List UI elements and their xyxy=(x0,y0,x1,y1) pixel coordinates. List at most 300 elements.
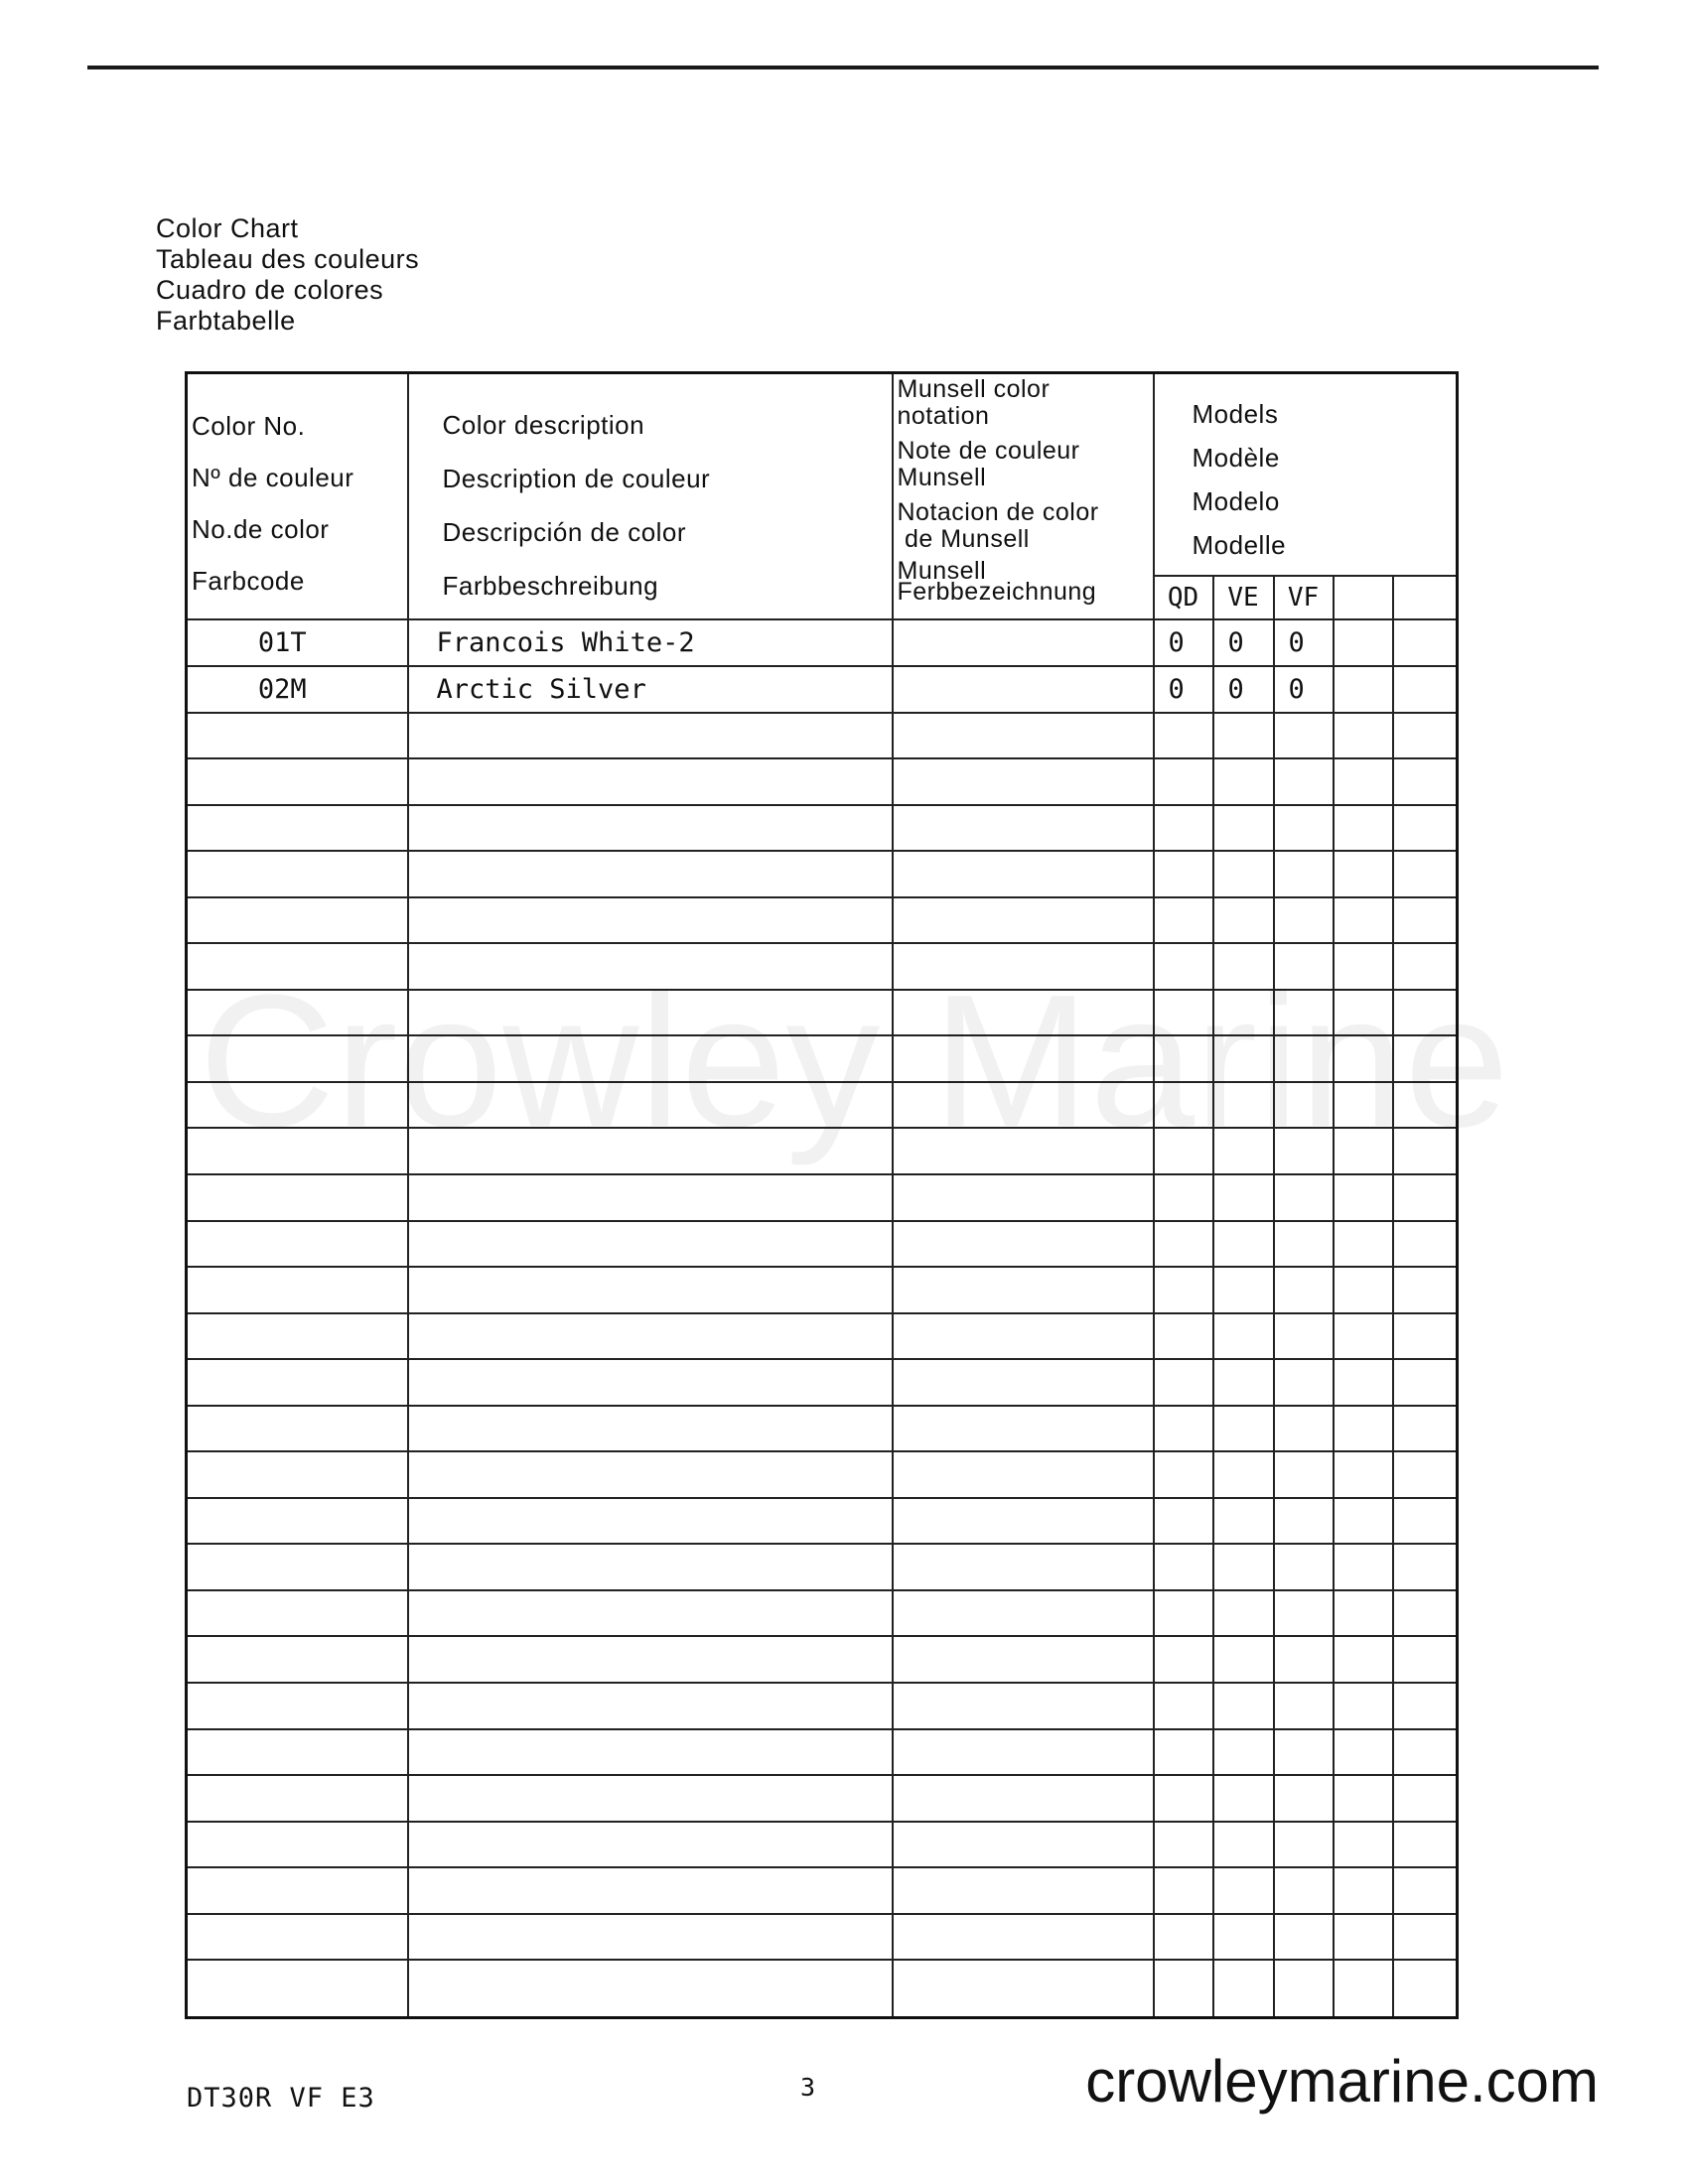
empty-cell xyxy=(1334,1498,1393,1545)
empty-cell xyxy=(1334,1822,1393,1868)
empty-table-row xyxy=(187,1174,1458,1221)
header-label: Nº de couleur xyxy=(192,463,354,492)
empty-table-row xyxy=(187,1683,1458,1729)
header-label: Color No. xyxy=(192,411,306,441)
color-code-cell: 01T xyxy=(187,619,408,666)
empty-cell xyxy=(1154,1267,1213,1313)
empty-table-row xyxy=(187,1313,1458,1360)
empty-cell xyxy=(1154,1683,1213,1729)
footer-model-code: DT30R VF E3 xyxy=(187,2083,375,2114)
header-label: Notacion de color xyxy=(897,498,1099,526)
empty-cell xyxy=(1334,758,1393,805)
empty-cell xyxy=(893,1221,1154,1268)
empty-cell xyxy=(408,1174,893,1221)
empty-cell xyxy=(408,1822,893,1868)
empty-cell xyxy=(187,1082,408,1129)
empty-cell xyxy=(1334,1035,1393,1082)
header-label: Color description xyxy=(442,410,645,440)
empty-cell xyxy=(1334,1867,1393,1914)
empty-cell xyxy=(1334,897,1393,944)
model-flag-cell xyxy=(1393,666,1458,713)
empty-cell xyxy=(1154,1359,1213,1406)
empty-table-row xyxy=(187,1359,1458,1406)
empty-cell xyxy=(408,1914,893,1961)
empty-cell xyxy=(187,1035,408,1082)
empty-cell xyxy=(1274,1683,1334,1729)
empty-cell xyxy=(1334,1683,1393,1729)
chart-title-block xyxy=(156,213,419,337)
header-label: Description de couleur xyxy=(442,464,711,493)
empty-cell xyxy=(1154,1128,1213,1174)
empty-cell xyxy=(893,990,1154,1036)
empty-cell xyxy=(1393,990,1458,1036)
empty-cell xyxy=(408,805,893,852)
model-code-empty xyxy=(1393,576,1458,619)
empty-cell xyxy=(1154,897,1213,944)
empty-cell xyxy=(1274,1960,1334,2017)
empty-cell xyxy=(187,1174,408,1221)
header-models xyxy=(1154,373,1458,576)
empty-cell xyxy=(1274,1082,1334,1129)
empty-cell xyxy=(408,1544,893,1590)
page-number: 3 xyxy=(800,2073,816,2102)
model-code-ve: VE xyxy=(1213,576,1274,619)
empty-cell xyxy=(1393,1590,1458,1637)
top-rule xyxy=(87,66,1599,69)
empty-cell xyxy=(1274,1544,1334,1590)
empty-cell xyxy=(1334,1406,1393,1452)
empty-cell xyxy=(1213,1035,1274,1082)
empty-cell xyxy=(1213,990,1274,1036)
empty-table-row xyxy=(187,1867,1458,1914)
empty-cell xyxy=(1154,1544,1213,1590)
empty-cell xyxy=(1393,1822,1458,1868)
empty-cell xyxy=(1393,1636,1458,1683)
empty-cell xyxy=(1213,1359,1274,1406)
empty-cell xyxy=(1213,851,1274,897)
empty-cell xyxy=(1274,1590,1334,1637)
empty-cell xyxy=(1154,1221,1213,1268)
model-flag-cell: 0 xyxy=(1274,619,1334,666)
munsell-cell xyxy=(893,666,1154,713)
empty-cell xyxy=(1334,805,1393,852)
empty-cell xyxy=(1393,1406,1458,1452)
table-row xyxy=(187,666,1458,713)
empty-cell xyxy=(893,1451,1154,1498)
empty-cell xyxy=(1334,713,1393,759)
empty-cell xyxy=(408,713,893,759)
empty-cell xyxy=(893,1867,1154,1914)
empty-cell xyxy=(1334,1267,1393,1313)
empty-cell xyxy=(187,897,408,944)
website-url: crowleymarine.com xyxy=(1085,2048,1599,2115)
color-chart-table xyxy=(185,371,1459,2019)
model-flag-cell: 0 xyxy=(1154,666,1213,713)
empty-cell xyxy=(1274,1451,1334,1498)
empty-cell xyxy=(1213,1082,1274,1129)
empty-cell xyxy=(893,1636,1154,1683)
empty-cell xyxy=(1213,1960,1274,2017)
empty-cell xyxy=(1274,1313,1334,1360)
header-label: Farbcode xyxy=(192,566,305,596)
empty-cell xyxy=(1154,1313,1213,1360)
color-description-cell: Francois White-2 xyxy=(408,619,893,666)
empty-cell xyxy=(1334,1221,1393,1268)
empty-cell xyxy=(1393,713,1458,759)
empty-cell xyxy=(1393,1683,1458,1729)
empty-cell xyxy=(1213,1636,1274,1683)
header-label: Munsell xyxy=(897,557,987,585)
empty-cell xyxy=(1393,897,1458,944)
empty-cell xyxy=(1154,713,1213,759)
empty-cell xyxy=(1154,1406,1213,1452)
header-color-no xyxy=(187,373,408,619)
empty-cell xyxy=(893,943,1154,990)
empty-table-row xyxy=(187,1082,1458,1129)
empty-cell xyxy=(1393,1498,1458,1545)
empty-cell xyxy=(1274,1822,1334,1868)
empty-cell xyxy=(1213,805,1274,852)
empty-cell xyxy=(1274,805,1334,852)
empty-table-row xyxy=(187,1221,1458,1268)
empty-table-row xyxy=(187,897,1458,944)
empty-cell xyxy=(1393,1544,1458,1590)
empty-table-row xyxy=(187,1775,1458,1822)
empty-cell xyxy=(1213,1406,1274,1452)
empty-cell xyxy=(1213,713,1274,759)
empty-cell xyxy=(1393,1267,1458,1313)
empty-cell xyxy=(1154,1822,1213,1868)
empty-cell xyxy=(893,1822,1154,1868)
model-flag-cell xyxy=(1393,619,1458,666)
empty-cell xyxy=(1213,758,1274,805)
empty-cell xyxy=(1334,1082,1393,1129)
empty-cell xyxy=(1274,1498,1334,1545)
empty-cell xyxy=(408,851,893,897)
empty-cell xyxy=(187,1822,408,1868)
empty-cell xyxy=(187,1636,408,1683)
empty-cell xyxy=(1154,1174,1213,1221)
empty-cell xyxy=(187,713,408,759)
empty-cell xyxy=(1213,1867,1274,1914)
table-row xyxy=(187,619,1458,666)
empty-cell xyxy=(1213,1544,1274,1590)
empty-cell xyxy=(187,1406,408,1452)
empty-cell xyxy=(1393,805,1458,852)
empty-cell xyxy=(408,1267,893,1313)
empty-cell xyxy=(408,1406,893,1452)
empty-cell xyxy=(1213,1822,1274,1868)
empty-table-row xyxy=(187,1035,1458,1082)
empty-table-row xyxy=(187,1406,1458,1452)
empty-cell xyxy=(1213,1498,1274,1545)
empty-cell xyxy=(408,943,893,990)
empty-cell xyxy=(408,1082,893,1129)
empty-cell xyxy=(1154,943,1213,990)
empty-cell xyxy=(893,713,1154,759)
header-label: Modelo xyxy=(1192,486,1280,516)
empty-table-row xyxy=(187,1914,1458,1961)
empty-cell xyxy=(408,1498,893,1545)
empty-cell xyxy=(1154,1590,1213,1637)
empty-cell xyxy=(893,1174,1154,1221)
empty-table-row xyxy=(187,1128,1458,1174)
empty-cell xyxy=(893,1960,1154,2017)
header-label: No.de color xyxy=(192,514,330,544)
empty-cell xyxy=(1334,1914,1393,1961)
empty-cell xyxy=(187,990,408,1036)
empty-cell xyxy=(893,1544,1154,1590)
header-label: de Munsell xyxy=(897,525,1030,553)
header-label: Farbbeschreibung xyxy=(442,571,659,601)
empty-cell xyxy=(187,1914,408,1961)
empty-cell xyxy=(893,1775,1154,1822)
empty-cell xyxy=(1274,758,1334,805)
empty-cell xyxy=(893,758,1154,805)
empty-cell xyxy=(187,758,408,805)
empty-cell xyxy=(1334,1313,1393,1360)
empty-cell xyxy=(187,1128,408,1174)
empty-cell xyxy=(408,1359,893,1406)
empty-table-row xyxy=(187,713,1458,759)
empty-cell xyxy=(1213,1267,1274,1313)
header-color-description xyxy=(408,373,893,619)
model-code-qd: QD xyxy=(1154,576,1213,619)
empty-cell xyxy=(187,1451,408,1498)
empty-cell xyxy=(1393,1960,1458,2017)
empty-cell xyxy=(1154,1636,1213,1683)
empty-cell xyxy=(1334,1960,1393,2017)
empty-cell xyxy=(408,1636,893,1683)
empty-cell xyxy=(408,990,893,1036)
empty-cell xyxy=(1213,1683,1274,1729)
watermark: Crowley Marine xyxy=(199,956,1509,1166)
empty-cell xyxy=(1213,1729,1274,1776)
header-label: Models xyxy=(1192,399,1279,429)
empty-cell xyxy=(1393,1035,1458,1082)
empty-cell xyxy=(893,897,1154,944)
empty-cell xyxy=(893,1035,1154,1082)
empty-cell xyxy=(1334,1775,1393,1822)
empty-cell xyxy=(1154,758,1213,805)
title-line: Cuadro de colores xyxy=(156,275,384,305)
empty-cell xyxy=(1393,1359,1458,1406)
empty-cell xyxy=(1213,897,1274,944)
empty-cell xyxy=(187,1960,408,2017)
empty-cell xyxy=(1154,1867,1213,1914)
empty-cell xyxy=(1154,1082,1213,1129)
empty-cell xyxy=(187,943,408,990)
empty-cell xyxy=(1274,943,1334,990)
header-label: Note de couleur xyxy=(897,437,1080,465)
empty-table-row xyxy=(187,1636,1458,1683)
empty-cell xyxy=(893,805,1154,852)
empty-cell xyxy=(1213,1313,1274,1360)
empty-cell xyxy=(1274,1636,1334,1683)
empty-cell xyxy=(408,1313,893,1360)
empty-cell xyxy=(893,1082,1154,1129)
empty-cell xyxy=(893,1267,1154,1313)
empty-cell xyxy=(187,1498,408,1545)
empty-cell xyxy=(1213,1775,1274,1822)
empty-cell xyxy=(1274,897,1334,944)
model-flag-cell: 0 xyxy=(1213,619,1274,666)
empty-cell xyxy=(893,1498,1154,1545)
title-line: Farbtabelle xyxy=(156,306,296,336)
empty-cell xyxy=(893,1406,1154,1452)
model-flag-cell: 0 xyxy=(1274,666,1334,713)
empty-cell xyxy=(187,1359,408,1406)
empty-cell xyxy=(1213,1914,1274,1961)
empty-cell xyxy=(408,1729,893,1776)
empty-cell xyxy=(1274,1035,1334,1082)
empty-cell xyxy=(187,1683,408,1729)
empty-cell xyxy=(408,1128,893,1174)
empty-cell xyxy=(187,1267,408,1313)
empty-cell xyxy=(1393,1313,1458,1360)
empty-cell xyxy=(1274,1775,1334,1822)
header-label: Modèle xyxy=(1192,443,1280,473)
empty-table-row xyxy=(187,1960,1458,2017)
empty-table-row xyxy=(187,805,1458,852)
empty-cell xyxy=(1154,1451,1213,1498)
empty-cell xyxy=(408,1960,893,2017)
empty-cell xyxy=(1154,1498,1213,1545)
empty-cell xyxy=(187,1221,408,1268)
empty-cell xyxy=(893,1590,1154,1637)
title-line: Color Chart xyxy=(156,213,299,243)
empty-cell xyxy=(408,1775,893,1822)
empty-cell xyxy=(1393,1221,1458,1268)
empty-cell xyxy=(1393,1128,1458,1174)
empty-table-row xyxy=(187,990,1458,1036)
model-flag-cell: 0 xyxy=(1213,666,1274,713)
header-label: Munsell color xyxy=(897,375,1051,403)
empty-cell xyxy=(1213,1128,1274,1174)
empty-cell xyxy=(1334,1590,1393,1637)
empty-cell xyxy=(1213,1590,1274,1637)
header-label: Munsell xyxy=(897,464,987,491)
empty-cell xyxy=(1393,851,1458,897)
empty-cell xyxy=(1393,758,1458,805)
model-flag-cell: 0 xyxy=(1154,619,1213,666)
empty-cell xyxy=(1393,1451,1458,1498)
empty-cell xyxy=(1274,713,1334,759)
empty-table-row xyxy=(187,1544,1458,1590)
empty-cell xyxy=(1334,1729,1393,1776)
model-code-empty xyxy=(1334,576,1393,619)
empty-cell xyxy=(408,897,893,944)
empty-cell xyxy=(187,1775,408,1822)
empty-cell xyxy=(1274,1729,1334,1776)
color-code-cell: 02M xyxy=(187,666,408,713)
empty-cell xyxy=(1154,1035,1213,1082)
empty-cell xyxy=(1393,1174,1458,1221)
empty-table-row xyxy=(187,1267,1458,1313)
empty-cell xyxy=(893,1914,1154,1961)
color-description-cell: Arctic Silver xyxy=(408,666,893,713)
empty-cell xyxy=(187,1544,408,1590)
empty-table-row xyxy=(187,1590,1458,1637)
empty-cell xyxy=(187,1867,408,1914)
empty-cell xyxy=(1334,943,1393,990)
empty-cell xyxy=(187,1313,408,1360)
munsell-cell xyxy=(893,619,1154,666)
empty-table-row xyxy=(187,1822,1458,1868)
empty-cell xyxy=(893,1313,1154,1360)
empty-cell xyxy=(1393,1082,1458,1129)
model-flag-cell xyxy=(1334,666,1393,713)
empty-cell xyxy=(1274,1914,1334,1961)
model-code-vf: VF xyxy=(1274,576,1334,619)
empty-table-row xyxy=(187,943,1458,990)
empty-cell xyxy=(1393,943,1458,990)
empty-cell xyxy=(893,1683,1154,1729)
empty-cell xyxy=(1393,1914,1458,1961)
empty-cell xyxy=(1274,1174,1334,1221)
empty-cell xyxy=(1154,990,1213,1036)
empty-cell xyxy=(1334,1544,1393,1590)
header-row xyxy=(187,373,1458,576)
empty-cell xyxy=(893,1359,1154,1406)
empty-cell xyxy=(1274,990,1334,1036)
header-label: Modelle xyxy=(1192,530,1287,560)
empty-cell xyxy=(1274,1867,1334,1914)
empty-cell xyxy=(1274,851,1334,897)
empty-cell xyxy=(1334,1359,1393,1406)
empty-cell xyxy=(1154,1729,1213,1776)
empty-cell xyxy=(1154,1775,1213,1822)
empty-table-row xyxy=(187,1498,1458,1545)
empty-cell xyxy=(187,851,408,897)
empty-cell xyxy=(1334,1128,1393,1174)
empty-cell xyxy=(1334,851,1393,897)
empty-cell xyxy=(1274,1221,1334,1268)
header-label: Descripción de color xyxy=(442,517,687,547)
empty-cell xyxy=(1334,990,1393,1036)
empty-cell xyxy=(1274,1128,1334,1174)
empty-cell xyxy=(893,1128,1154,1174)
empty-table-row xyxy=(187,1451,1458,1498)
empty-cell xyxy=(408,1451,893,1498)
empty-cell xyxy=(1154,1914,1213,1961)
empty-cell xyxy=(1393,1729,1458,1776)
model-flag-cell xyxy=(1334,619,1393,666)
empty-cell xyxy=(1213,1174,1274,1221)
empty-cell xyxy=(1274,1267,1334,1313)
empty-cell xyxy=(1334,1451,1393,1498)
empty-cell xyxy=(893,1729,1154,1776)
empty-cell xyxy=(1274,1359,1334,1406)
empty-cell xyxy=(187,805,408,852)
empty-cell xyxy=(1154,851,1213,897)
empty-cell xyxy=(1334,1636,1393,1683)
empty-cell xyxy=(187,1729,408,1776)
empty-cell xyxy=(1213,1451,1274,1498)
empty-cell xyxy=(1154,1960,1213,2017)
empty-table-row xyxy=(187,758,1458,805)
empty-cell xyxy=(1213,943,1274,990)
header-label: notation xyxy=(897,402,990,430)
empty-cell xyxy=(408,1683,893,1729)
header-munsell-notation xyxy=(893,373,1154,619)
empty-cell xyxy=(187,1590,408,1637)
header-label: Ferbbezeichnung xyxy=(897,578,1097,606)
title-line: Tableau des couleurs xyxy=(156,244,420,274)
empty-table-row xyxy=(187,1729,1458,1776)
empty-cell xyxy=(893,851,1154,897)
empty-cell xyxy=(1334,1174,1393,1221)
